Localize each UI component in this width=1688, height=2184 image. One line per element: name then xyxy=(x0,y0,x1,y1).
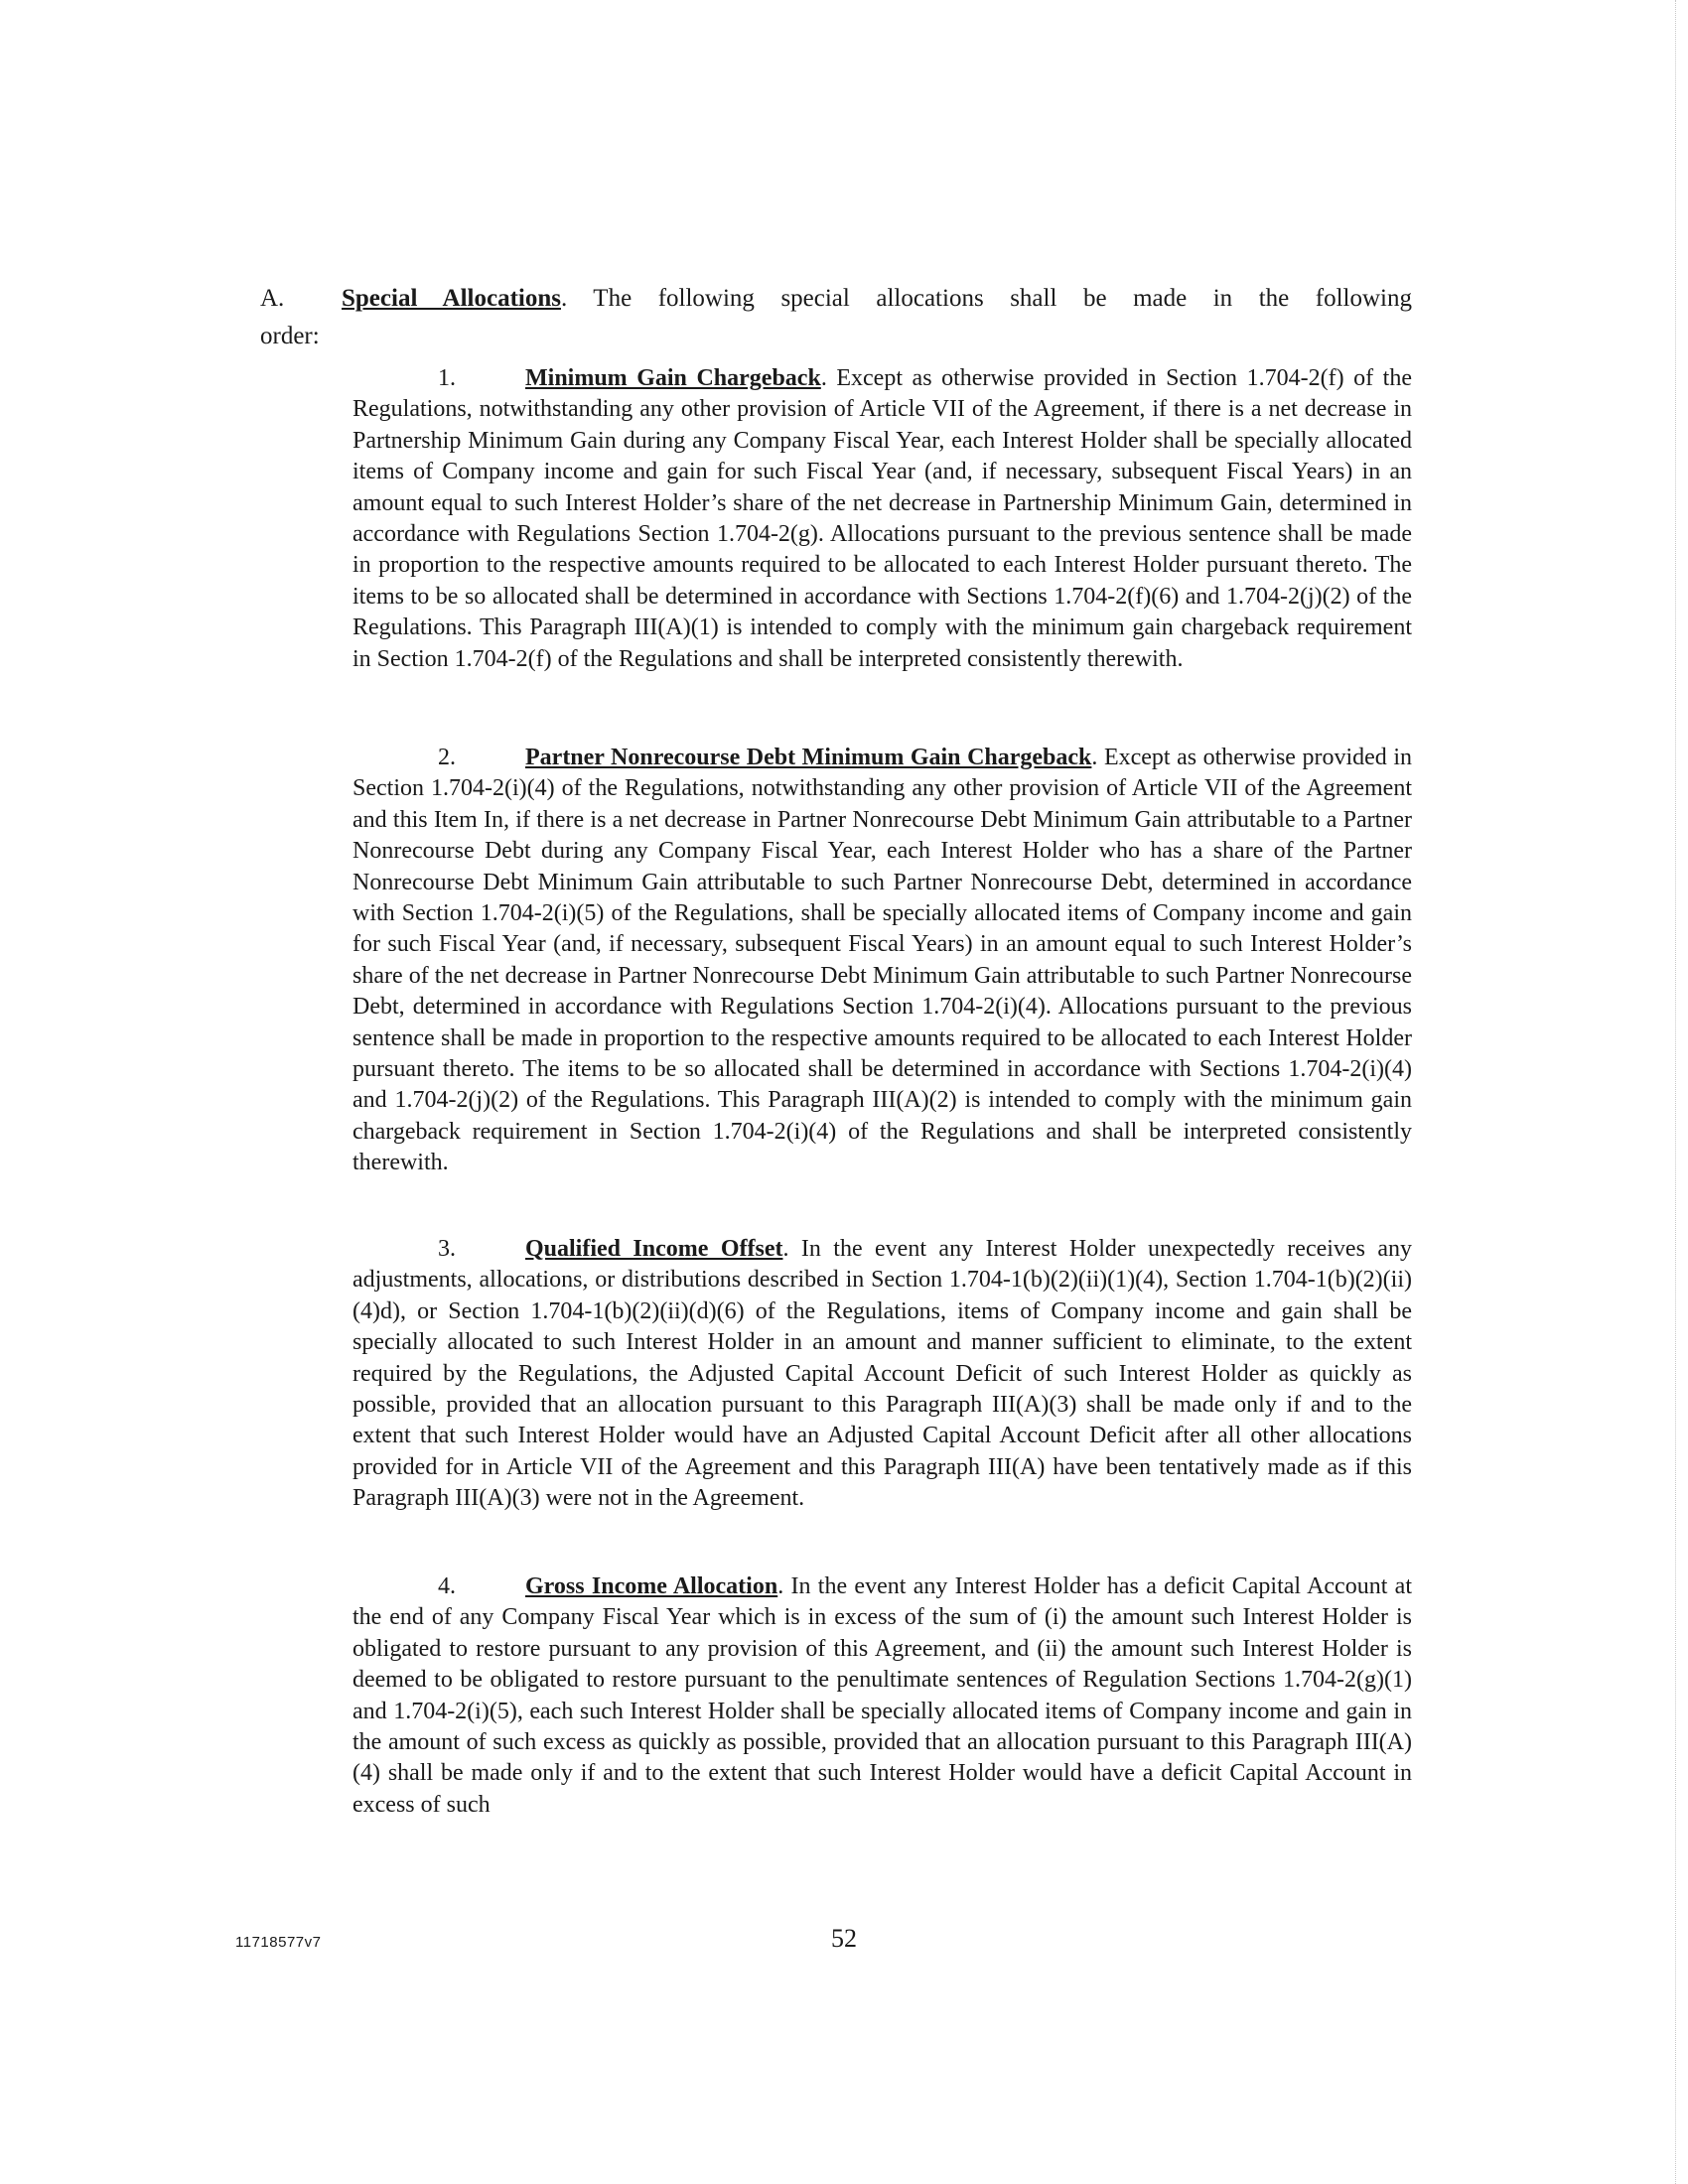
paragraph-3 xyxy=(352,1234,1412,1515)
paragraph-4 xyxy=(352,1571,1412,1821)
section-heading xyxy=(260,282,1412,316)
paragraph-title: Minimum Gain Chargeback xyxy=(525,365,821,391)
paragraph-number: 1. xyxy=(438,365,456,391)
paragraph-body: . Except as otherwise provided in Section 1.704-2(i)(4) of the Regulations, notwithstanding any other provision of Article VII of the Agreement and this Item In, if there is a net decrease in Partner Nonrecourse Debt Minimum Gain attributable to a Partner Nonrecourse Debt during any Company Fiscal Year, each Interest Holder who has a share of the Partner Nonrecourse Debt Minimum Gain attributable to such Partner Nonrecourse Debt, determined in accordance with Section 1.704-2(i)(5) of the Regulations, shall be specially allocated items of Company income and gain for such Fiscal Year (and, if necessary, subsequent Fiscal Years) in an amount equal to such Interest Holder’s share of the net decrease in Partner Nonrecourse Debt Minimum Gain attributable to such Partner Nonrecourse Debt, determined in accordance with Regulations Section 1.704-2(i)(4). Allocations pursuant to the previous sentence shall be made in proportion to the respective amounts required to be allocated to each Interest Holder pursuant thereto. The items to be so allocated shall be determined in accordance with Sections 1.704-2(i)(4) and 1.704-2(j)(2) of the Regulations. This Paragraph III(A)(2) is intended to comply with the minimum gain chargeback requirement in Section 1.704-2(i)(4) of the Regulations and shall be interpreted consistently therewith. xyxy=(352,745,1412,1176)
paragraph-number: 4. xyxy=(438,1573,456,1599)
paragraph-title: Partner Nonrecourse Debt Minimum Gain Chargeback xyxy=(525,745,1092,770)
document-id: 11718577v7 xyxy=(235,1934,322,1951)
paragraph-title: Qualified Income Offset xyxy=(525,1236,783,1262)
paragraph-1 xyxy=(352,363,1412,675)
page-number: 52 xyxy=(831,1924,857,1953)
paragraph-number: 2. xyxy=(438,745,456,770)
paragraph-body: . In the event any Interest Holder has a deficit Capital Account at the end of any Company Fiscal Year which is in excess of the sum of (i) the amount such Interest Holder is obligated to restore pursuant to any provision of this Agreement, and (ii) the amount such Interest Holder is deemed to be obligated to restore pursuant to the penultimate sentences of Regulation Sections 1.704-2(g)(1) and 1.704-2(i)(5), each such Interest Holder shall be specially allocated items of Company income and gain in the amount of such excess as quickly as possible, provided that an allocation pursuant to this Paragraph III(A)(4) shall be made only if and to the extent that such Interest Holder would have a deficit Capital Account in excess of such xyxy=(352,1573,1413,1818)
paragraph-number: 3. xyxy=(438,1236,456,1262)
paragraph-body: . In the event any Interest Holder unexpectedly receives any adjustments, allocations, or distributions described in Section 1.704-1(b)(2)(ii)(1)(4), Section 1.704-1(b)(2)(ii)(4)d), or Section 1.704-1(b)(2)(ii)(d)(6) of the Regulations, items of Company income and gain shall be specially allocated to such Interest Holder in an amount and manner sufficient to eliminate, to the extent required by the Regulations, the Adjusted Capital Account Deficit of such Interest Holder as quickly as possible, provided that an allocation pursuant to this Paragraph III(A)(3) shall be made only if and to the extent that such Interest Holder would have an Adjusted Capital Account Deficit after all other allocations provided for in Article VII of the Agreement and this Paragraph III(A) have been tentatively made as if this Paragraph III(A)(3) were not in the Agreement. xyxy=(352,1236,1412,1512)
paragraph-title: Gross Income Allocation xyxy=(525,1573,778,1599)
section-title: Special Allocations xyxy=(342,285,561,312)
section-intro: . The following special allocations shall be made in the following xyxy=(560,285,1412,312)
paragraph-2 xyxy=(352,743,1412,1179)
paragraph-body: . Except as otherwise provided in Section 1.704-2(f) of the Regulations, notwithstanding any other provision of Article VII of the Agreement, if there is a net decrease in Partnership Minimum Gain during any Company Fiscal Year, each Interest Holder shall be specially allocated items of Company income and gain for such Fiscal Year (and, if necessary, subsequent Fiscal Years) in an amount equal to such Interest Holder’s share of the net decrease in Partnership Minimum Gain, determined in accordance with Regulations Section 1.704-2(g). Allocations pursuant to the previous sentence shall be made in proportion to the respective amounts required to be allocated to each Interest Holder pursuant thereto. The items to be so allocated shall be determined in accordance with Sections 1.704-2(f)(6) and 1.704-2(j)(2) of the Regulations. This Paragraph III(A)(1) is intended to comply with the minimum gain chargeback requirement in Section 1.704-2(f) of the Regulations and shall be interpreted consistently therewith. xyxy=(352,365,1413,672)
section-intro-end: order: xyxy=(260,323,320,349)
scan-edge xyxy=(1675,0,1676,2184)
section-number: A. xyxy=(260,285,285,312)
